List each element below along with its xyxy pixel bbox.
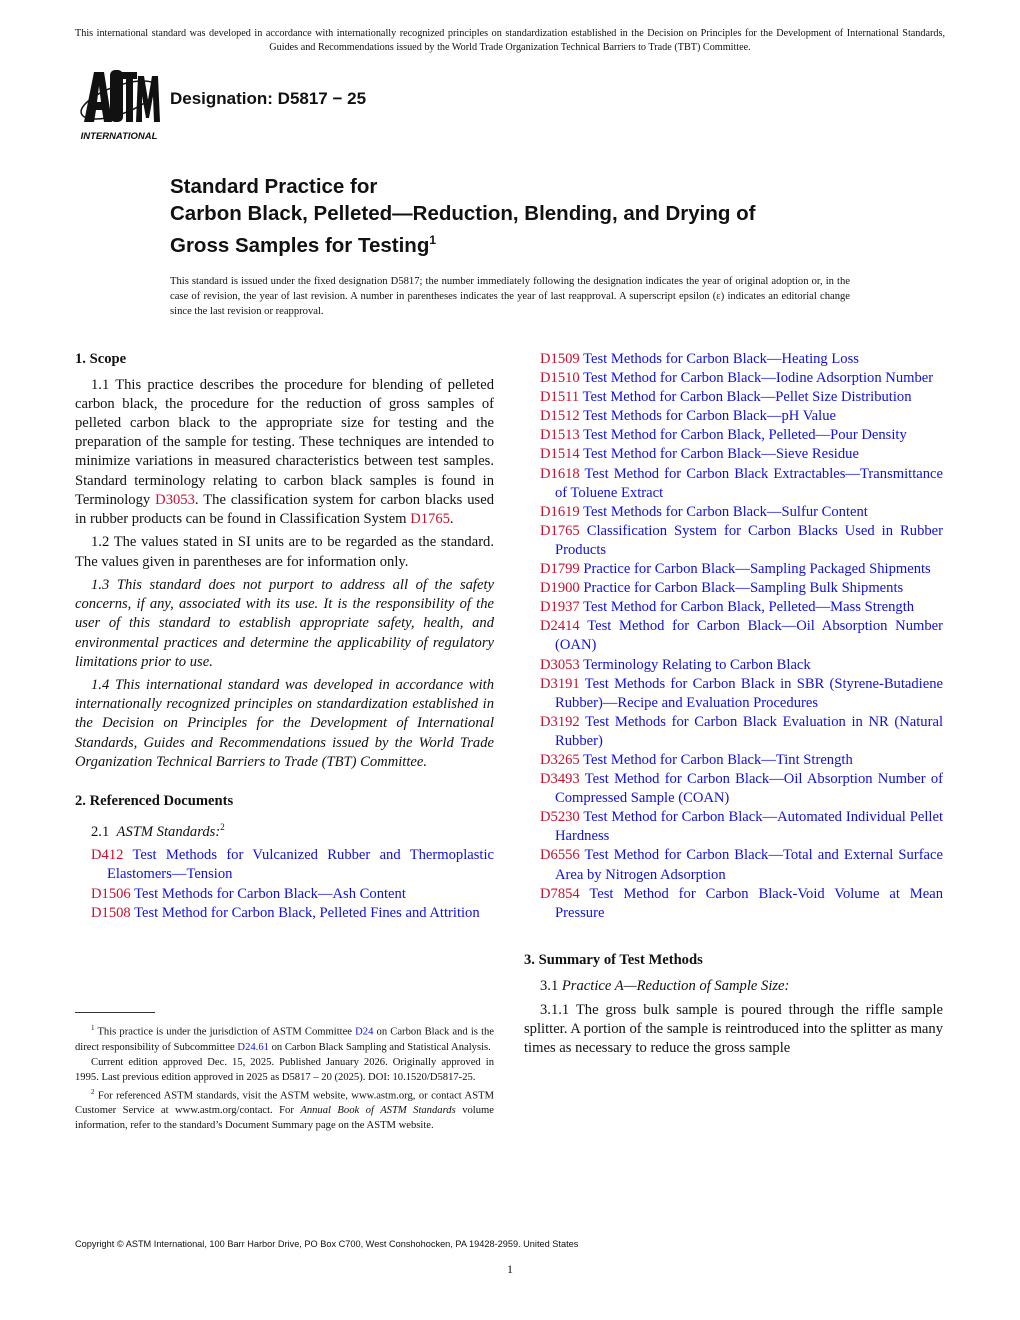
standard-link[interactable]: D1765	[410, 510, 450, 527]
text-segment: 3.1.1 The gross bulk sample is poured through the riffle sample splitter. A portion of the sample is reintroduced into the splitter as many times as necessary to reduce the gross sample	[524, 1001, 943, 1056]
reference-code-link[interactable]: D412	[91, 847, 124, 864]
reference-code-link[interactable]: D3265	[540, 751, 580, 768]
reference-code-link[interactable]: D1514	[540, 446, 580, 463]
astm-standards-subheading	[75, 818, 494, 842]
section-referenced-heading: 2. Referenced Documents	[75, 792, 234, 809]
reference-code-link[interactable]: D1937	[540, 599, 580, 616]
title-line-3	[170, 227, 755, 259]
reference-code-link[interactable]: D1765	[540, 522, 580, 539]
document-title	[170, 173, 755, 259]
designation: Designation: D5817 − 25	[170, 89, 367, 108]
reference-code-link[interactable]: D3192	[540, 713, 580, 730]
reference-item	[524, 598, 943, 617]
issued-note: This standard is issued under the fixed designation D5817; the number immediately following the designation indicates the year of original adoption or, in the case of revision, the year of last revision. A number in parentheses indicates the year of last reapproval. A superscript epsilon (ε) indicates an editorial change since the last revision or reapproval.	[170, 276, 850, 317]
reference-title-link[interactable]: Test Methods for Carbon Black—pH Value	[583, 408, 836, 425]
reference-item	[524, 503, 943, 522]
reference-title-link[interactable]: Test Method for Carbon Black, Pelleted—Pour Density	[583, 427, 907, 444]
text-segment: volume information, refer to the standard’s Document Summary page on the ASTM website.	[75, 1105, 494, 1132]
footnote-mark: 2	[91, 1087, 95, 1096]
reference-code-link[interactable]: D1900	[540, 580, 580, 597]
title-line-3-text: Gross Samples for Testing	[170, 233, 430, 257]
reference-code-link[interactable]: D1512	[540, 408, 580, 425]
reference-title-link[interactable]: Terminology Relating to Carbon Black	[583, 656, 811, 673]
reference-code-link[interactable]: D5230	[540, 809, 580, 826]
title-line-2: Carbon Black, Pelleted—Reduction, Blending, and Drying of	[170, 202, 756, 225]
astm-logo	[76, 66, 162, 144]
reference-title-link[interactable]: Test Method for Carbon Black—Tint Strength	[583, 751, 853, 768]
subheading-number: 2.1	[91, 823, 110, 840]
footnote	[75, 1021, 494, 1055]
left-reference-list	[75, 846, 494, 922]
text-segment: on Carbon Black Sampling and Statistical Analysis.	[268, 1041, 491, 1053]
footnote-mark: 1	[91, 1024, 95, 1032]
standard-link[interactable]: D24.61	[237, 1041, 269, 1053]
reference-item	[524, 465, 943, 503]
reference-item	[75, 885, 494, 904]
reference-title-link[interactable]: Test Methods for Carbon Black—Ash Content	[134, 885, 406, 902]
footnote	[75, 1055, 494, 1085]
reference-code-link[interactable]: D1799	[540, 561, 580, 578]
right-column	[524, 350, 943, 1062]
scope-paragraph	[75, 676, 494, 771]
reference-code-link[interactable]: D3191	[540, 675, 580, 692]
reference-title-link[interactable]: Test Methods for Carbon Black—Heating Loss	[583, 351, 859, 367]
reference-item	[524, 426, 943, 445]
reference-item	[524, 751, 943, 770]
reference-title-link[interactable]: Classification System for Carbon Blacks Used in Rubber Products	[555, 522, 943, 558]
summary-paragraph	[524, 1001, 943, 1058]
reference-item	[524, 885, 943, 923]
text-segment: Practice A—Reduction of Sample Size:	[561, 977, 790, 994]
reference-code-link[interactable]: D1619	[540, 503, 580, 520]
reference-item	[524, 369, 943, 388]
text-segment: . The classification system for carbon blacks used in rubber products can be found in Classification System	[75, 491, 495, 527]
title-footnote-mark[interactable]: 1	[429, 233, 437, 247]
standard-link[interactable]: D24	[355, 1026, 374, 1038]
reference-item	[524, 656, 943, 675]
reference-item	[524, 407, 943, 426]
reference-item	[524, 522, 943, 560]
reference-code-link[interactable]: D1509	[540, 351, 580, 367]
footnotes	[75, 1021, 494, 1133]
reference-code-link[interactable]: D1506	[91, 885, 131, 902]
scope-paragraphs	[75, 376, 494, 772]
text-segment: Current edition approved Dec. 15, 2025. Published January 2026. Originally approved in 1995. Last previous edition approved in 2025 as D5817 – 20 (2025). DOI: 10.1520/D5817-25.	[75, 1056, 494, 1083]
text-segment: This practice is under the jurisdiction of ASTM Committee	[94, 1026, 356, 1038]
reference-item	[524, 675, 943, 713]
standard-link[interactable]: D3053	[155, 491, 195, 508]
reference-item	[524, 388, 943, 407]
reference-title-link[interactable]: Test Method for Carbon Black—Oil Absorption Number (OAN)	[555, 618, 943, 654]
top-notice: This international standard was developed in accordance with internationally recognized principles on standardization established in the Decision on Principles for the Development of International Standards, Guides and Recommendations issued by the World Trade Organization Technical Barriers to Trade (TBT) Committee.	[75, 28, 945, 53]
reference-code-link[interactable]: D1511	[540, 389, 580, 406]
reference-title-link[interactable]: Test Method for Carbon Black Extractables—Transmittance of Toluene Extract	[555, 465, 943, 501]
text-segment: 1.2 The values stated in SI units are to be regarded as the standard. The values given in parentheses are for information only.	[75, 534, 494, 570]
section-scope-heading: 1. Scope	[75, 351, 127, 367]
reference-code-link[interactable]: D1508	[91, 904, 131, 921]
reference-title-link[interactable]: Test Method for Carbon Black—Total and External Surface Area by Nitrogen Adsorption	[555, 847, 943, 883]
reference-item	[524, 770, 943, 808]
reference-title-link[interactable]: Practice for Carbon Black—Sampling Packaged Shipments	[583, 561, 931, 578]
left-column	[75, 350, 494, 923]
text-segment: on Carbon Black and is the direct responsibility of Subcommittee	[75, 1026, 495, 1053]
reference-code-link[interactable]: D7854	[540, 885, 580, 902]
text-segment: 1.3 This standard does not purport to address all of the safety concerns, if any, associated with its use. It is the responsibility of the user of this standard to establish appropriate safety, health, and environmental practices and determine the applicability of regulatory limitations prior to use.	[75, 577, 494, 670]
reference-item	[524, 846, 943, 884]
reference-title-link[interactable]: Test Methods for Vulcanized Rubber and Thermoplastic Elastomers—Tension	[107, 847, 494, 883]
copyright: Copyright © ASTM International, 100 Barr Harbor Drive, PO Box C700, West Conshohocken, PA 19428-2959. United States	[75, 1239, 579, 1249]
reference-title-link[interactable]: Test Method for Carbon Black—Sieve Residue	[583, 446, 859, 463]
text-segment: 3.1	[540, 977, 562, 994]
reference-title-link[interactable]: Test Methods for Carbon Black Evaluation in NR (Natural Rubber)	[555, 713, 943, 749]
reference-item	[524, 617, 943, 655]
reference-code-link[interactable]: D3493	[540, 771, 580, 788]
reference-title-link[interactable]: Test Methods for Carbon Black in SBR (Styrene-Butadiene Rubber)—Recipe and Evaluation Procedures	[555, 675, 943, 711]
reference-title-link[interactable]: Test Method for Carbon Black—Pellet Size Distribution	[582, 389, 912, 406]
text-segment: Annual Book of ASTM Standards	[300, 1105, 456, 1117]
reference-code-link[interactable]: D1510	[540, 370, 580, 387]
reference-title-link[interactable]: Test Method for Carbon Black, Pelleted—Mass Strength	[583, 599, 915, 616]
reference-title-link[interactable]: Test Method for Carbon Black—Oil Absorption Number of Compressed Sample (COAN)	[555, 771, 943, 807]
scope-paragraph	[75, 576, 494, 671]
text-segment: For referenced ASTM standards, visit the ASTM website, www.astm.org, or contact ASTM Customer Service at www.astm.org/contact. For	[75, 1090, 494, 1117]
reference-title-link[interactable]: Test Method for Carbon Black—Automated Individual Pellet Hardness	[555, 809, 944, 845]
footnote-divider	[75, 1012, 155, 1013]
reference-item	[75, 904, 494, 923]
reference-item	[524, 560, 943, 579]
reference-title-link[interactable]: Test Methods for Carbon Black—Sulfur Content	[583, 503, 868, 520]
right-reference-list	[524, 350, 943, 923]
reference-title-link[interactable]: Test Method for Carbon Black—Iodine Adsorption Number	[583, 370, 934, 387]
text-segment: .	[449, 510, 454, 527]
summary-paragraphs	[524, 977, 943, 1058]
reference-item	[75, 846, 494, 884]
reference-item	[524, 445, 943, 464]
reference-item	[524, 350, 943, 369]
reference-item	[524, 808, 943, 846]
text-segment: 1.1 This practice describes the procedure for blending of pelleted carbon black, the procedure for the reduction of gross samples of pelleted carbon black to the appropriate size for testing and the preparation of the sample for testing. These techniques are intended to minimize variations in measured characteristics between test samples. Standard terminology relating to carbon black samples is found in Terminology	[75, 377, 494, 508]
reference-code-link[interactable]: D1513	[540, 427, 580, 444]
page-number: 1	[507, 1262, 513, 1276]
text-segment: 1.4 This international standard was developed in accordance with internationally recognized principles on standardization established in the Decision on Principles for the Development of International Standards, Guides and Recommendations issued by the World Trade Organization Technical Barriers to Trade (TBT) Committee.	[75, 677, 494, 770]
footnote	[75, 1085, 494, 1134]
reference-item	[524, 579, 943, 598]
summary-paragraph	[524, 977, 943, 996]
scope-paragraph	[75, 376, 494, 529]
reference-code-link[interactable]: D2414	[540, 618, 580, 635]
reference-title-link[interactable]: Test Method for Carbon Black-Void Volume at Mean Pressure	[555, 885, 943, 921]
section-summary-heading: 3. Summary of Test Methods	[524, 951, 703, 968]
reference-code-link[interactable]: D3053	[540, 656, 580, 673]
reference-title-link[interactable]: Practice for Carbon Black—Sampling Bulk Shipments	[583, 580, 904, 597]
scope-paragraph	[75, 533, 494, 571]
reference-title-link[interactable]: Test Method for Carbon Black, Pelleted Fines and Attrition	[134, 904, 480, 921]
reference-code-link[interactable]: D6556	[540, 847, 580, 864]
reference-item	[524, 713, 943, 751]
subheading-footnote-mark[interactable]: 2	[220, 821, 225, 832]
reference-code-link[interactable]: D1618	[540, 465, 580, 482]
svg-text:INTERNATIONAL: INTERNATIONAL	[80, 131, 158, 142]
subheading-label: ASTM Standards:	[116, 823, 221, 840]
title-line-1: Standard Practice for	[170, 175, 378, 198]
